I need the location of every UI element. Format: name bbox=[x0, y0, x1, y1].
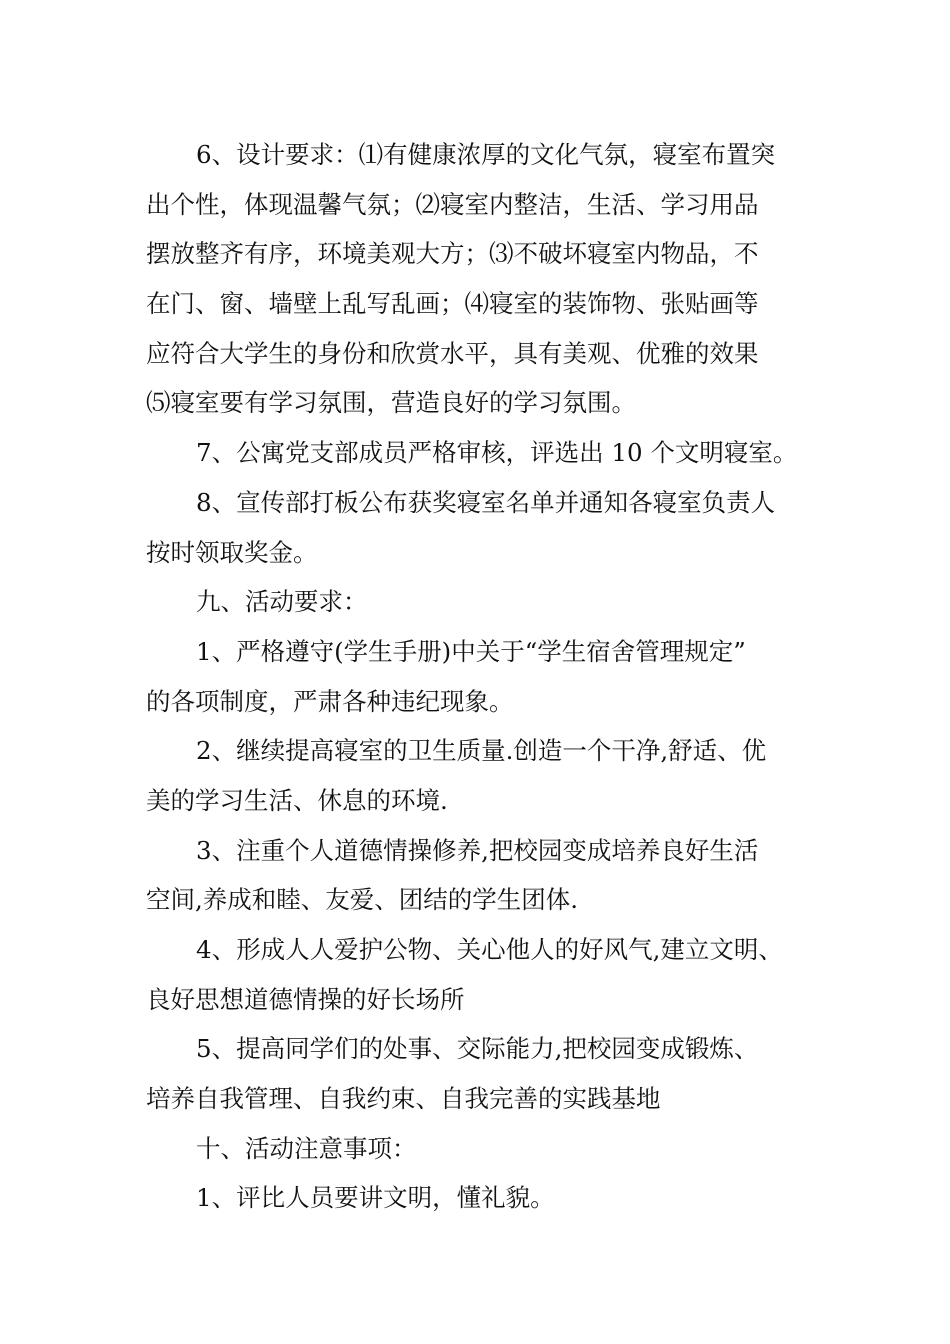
text-line: 应符合大学生的身份和欣赏水平，具有美观、优雅的效果 bbox=[146, 338, 759, 368]
text-line: 4、形成人人爱护公物、关心他人的好风气,建立文明、 bbox=[196, 935, 783, 964]
text-line: 培养自我管理、自我约束、自我完善的实践基地 bbox=[146, 1084, 661, 1114]
text-line: 摆放整齐有序，环境美观大方；⑶不破坏寝室内物品，不 bbox=[146, 239, 759, 269]
text-line: 的各项制度，严肃各种违纪现象。 bbox=[146, 686, 514, 716]
text-line: 空间,养成和睦、友爱、团结的学生团体. bbox=[146, 885, 579, 915]
text-line: 6、设计要求：⑴有健康浓厚的文化气氛，寝室布置突 bbox=[196, 140, 776, 169]
text-line: 7、公寓党支部成员严格审核，评选出 10 个文明寝室。 bbox=[196, 438, 798, 468]
text-line: ⑸寝室要有学习氛围，营造良好的学习氛围。 bbox=[146, 388, 636, 418]
document-body bbox=[146, 130, 826, 1223]
text-line: 美的学习生活、休息的环境. bbox=[146, 785, 448, 815]
text-line: 出个性，体现温馨气氛；⑵寝室内整洁，生活、学习用品 bbox=[146, 189, 759, 219]
text-line: 2、继续提高寝室的卫生质量.创造一个干净,舒适、优 bbox=[196, 736, 767, 766]
text-line: 在门、窗、墙壁上乱写乱画；⑷寝室的装饰物、张贴画等 bbox=[146, 289, 759, 319]
section-heading: 十、活动注意事项： bbox=[196, 1133, 417, 1163]
text-line: 8、宣传部打板公布获奖寝室名单并通知各寝室负责人 bbox=[196, 487, 776, 517]
text-line: 按时领取奖金。 bbox=[146, 537, 318, 567]
text-line: 1、严格遵守(学生手册)中关于“学生宿舍管理规定” bbox=[196, 636, 746, 666]
text-line: 5、提高同学们的处事、交际能力,把校园变成锻炼、 bbox=[196, 1034, 759, 1064]
text-line: 3、注重个人道德情操修养,把校园变成培养良好生活 bbox=[196, 835, 759, 865]
section-heading: 九、活动要求： bbox=[196, 587, 368, 617]
text-line: 良好思想道德情操的好长场所 bbox=[146, 984, 465, 1014]
text-line: 1、评比人员要讲文明，懂礼貌。 bbox=[196, 1183, 555, 1213]
